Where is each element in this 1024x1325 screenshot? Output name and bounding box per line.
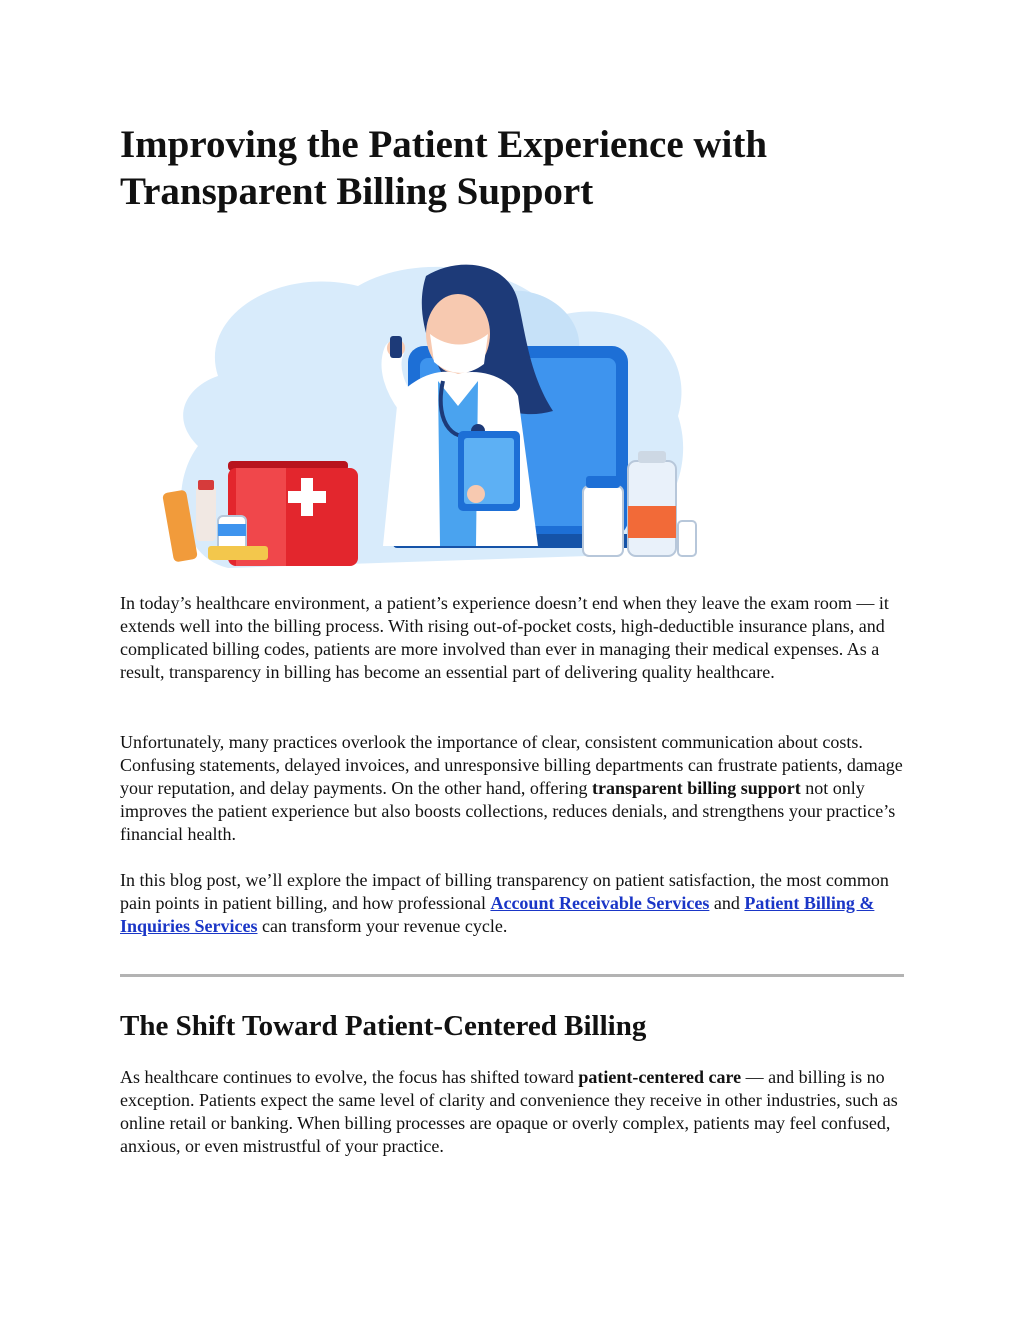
p4-text-start: As healthcare continues to evolve, the focus has shifted toward bbox=[120, 1067, 579, 1087]
p3-text-start: In this blog post, we’ll explore the impact of billing transparency on patient satisfaction, the most common pain points in patient billing, and how professional bbox=[120, 870, 889, 913]
section-divider bbox=[120, 974, 904, 977]
intro-paragraph-2 bbox=[120, 731, 904, 846]
section-heading: The Shift Toward Patient-Centered Billing bbox=[120, 1010, 647, 1042]
section-paragraph-1 bbox=[120, 1066, 904, 1158]
intro-paragraph-1: In today’s healthcare environment, a patient’s experience doesn’t end when they leave the exam room — it extends well into the billing process. With rising out-of-pocket costs, high-deductible insurance plans, and complicated billing codes, patients are more involved than ever in managing their medical expenses. As a result, transparency in billing has become an essential part of delivering quality healthcare. bbox=[120, 593, 889, 682]
p2-text-start: Unfortunately, many practices overlook the importance of clear, consistent communication about costs. Confusing statements, delayed invoices, and unresponsive billing departments can frustrate patients, damage your reputation, and delay payments. On the other hand, offering bbox=[120, 732, 903, 798]
page-title: Improving the Patient Experience with Transparent Billing Support bbox=[120, 123, 768, 213]
p4-bold-phrase: patient-centered care bbox=[578, 1067, 742, 1087]
p2-bold-phrase: transparent billing support bbox=[592, 778, 801, 798]
p2-text-end: not only improves the patient experience but also boosts collections, reduces denials, and strengthens your practice’s financial health. bbox=[120, 778, 896, 844]
account-receivable-services-link[interactable]: Account Receivable Services bbox=[490, 893, 710, 913]
intro-paragraph-3 bbox=[120, 869, 904, 938]
patient-billing-inquiries-link[interactable]: Patient Billing & Inquiries Services bbox=[120, 893, 875, 936]
p3-text-middle: and bbox=[709, 893, 745, 913]
hero-illustration bbox=[158, 256, 703, 569]
p4-text-end: — and billing is no exception. Patients expect the same level of clarity and convenience they receive in other industries, such as online retail or banking. When billing processes are opaque or overly complex, patients may feel confused, anxious, or even mistrustful of your practice. bbox=[120, 1067, 898, 1156]
doctor-with-medical-supplies-icon bbox=[158, 256, 703, 569]
p3-text-end: can transform your revenue cycle. bbox=[257, 916, 508, 936]
